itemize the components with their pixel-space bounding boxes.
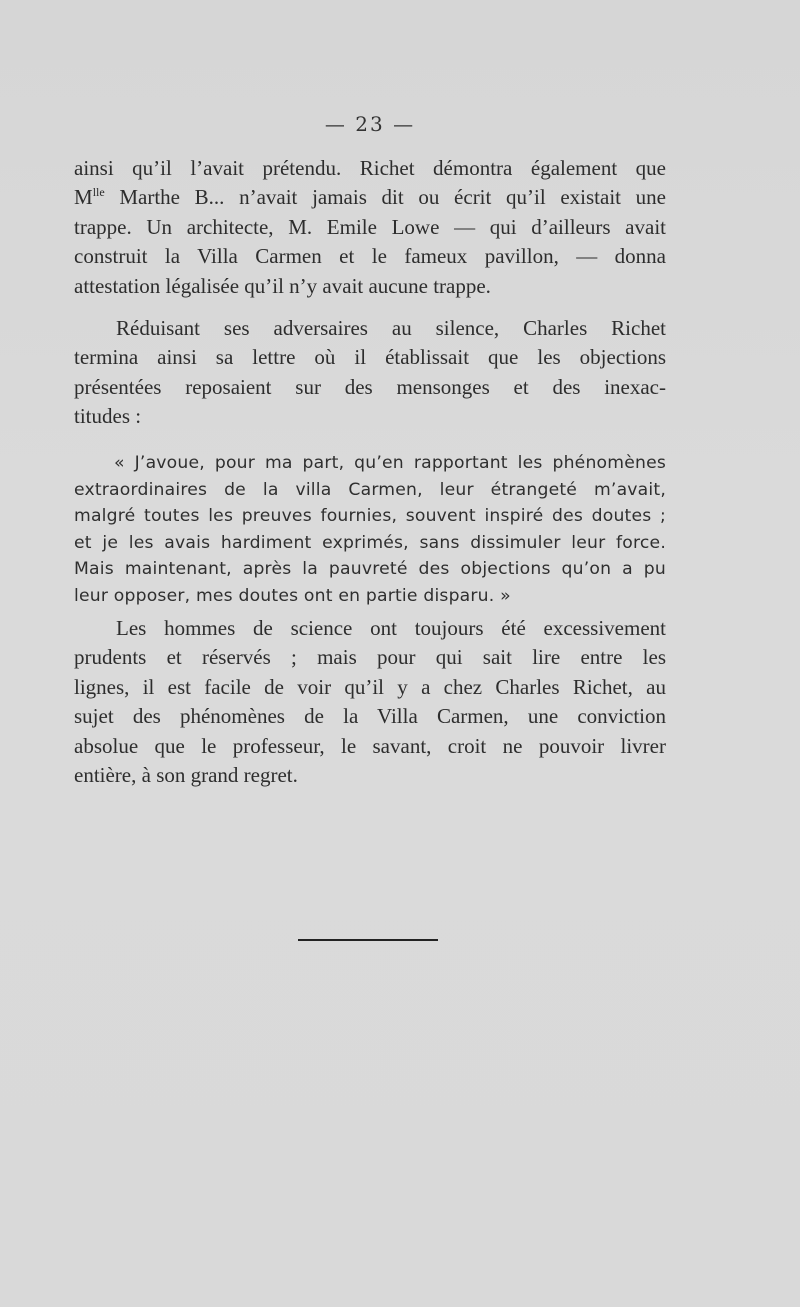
text-line: $M^{lle}$ Marthe B... n’avait jamais dit ou écrit qu’il existait une [74,185,666,210]
text-line: construit la Villa Carmen et le fameux pavillon, — donna [74,244,666,269]
text-line: Les hommes de science ont toujours été excessivement [116,616,666,640]
text-line: prudents et réservés ; mais pour qui sait lire entre les [74,645,666,670]
text-line: Réduisant ses adversaires au silence, Charles Richet [116,316,666,340]
paragraph-4 [74,614,666,790]
quote-line: et je les avais hardiment exprimés, sans dissimuler leur force. [74,532,666,553]
text-line: titudes : [74,404,142,429]
quote-line: Mais maintenant, après la pauvreté des objections qu’on a pu [74,559,666,580]
text-line: absolue que le professeur, le savant, croit ne pouvoir livrer [74,733,666,758]
quote-line: « J’avoue, pour ma part, qu’en rapportant les phénomènes [114,453,666,473]
text-line: présentées reposaient sur des mensonges et des inexac- [74,374,666,399]
quote-line: malgré toutes les preuves fournies, souvent inspiré des doutes ; [74,506,666,527]
text-line: sujet des phénomènes de la Villa Carmen, une conviction [74,704,666,729]
text-line: entière, à son grand regret. [74,763,298,788]
text-line: termina ainsi sa lettre où il établissait que les objections [74,345,666,370]
mlle-abbreviation: $M^{lle}$ [74,185,105,210]
page-number: — 23 — [324,112,416,136]
quote-line: extraordinaires de la villa Carmen, leur étrangeté m’avait, [74,479,666,500]
block-quote [74,450,666,610]
text-line: lignes, il est facile de voir qu’il y a chez Charles Richet, au [74,674,666,699]
paragraph-1 [74,154,666,301]
quote-line: leur opposer, mes doutes ont en partie disparu. » [74,585,511,606]
paragraph-2 [74,314,666,432]
section-end-rule [298,939,438,941]
text-line: ainsi qu’il l’avait prétendu. Richet démontra également que [74,156,666,180]
text-line: attestation légalisée qu’il n’y avait aucune trappe. [74,273,491,298]
text-line: trappe. Un architecte, M. Emile Lowe — qui d’ailleurs avait [74,214,666,239]
